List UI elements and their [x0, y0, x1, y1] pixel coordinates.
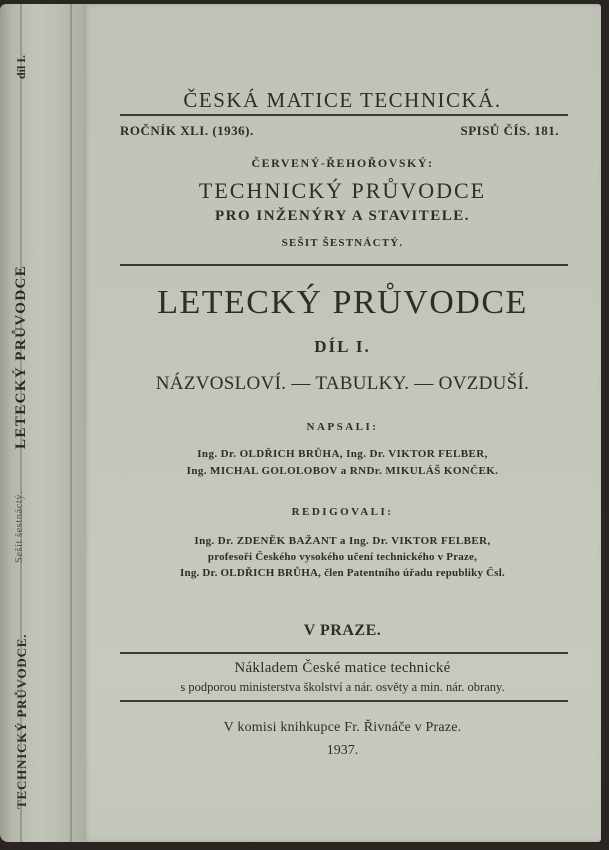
series-authors: ČERVENÝ-ŘEHOŘOVSKÝ: — [251, 156, 434, 170]
series-title: TECHNICKÝ PRŮVODCE — [198, 178, 487, 203]
middle-rule — [120, 264, 568, 266]
editors-line-2: profesoři Českého vysokého učení technického v Praze, — [207, 551, 478, 563]
distribution-note: V komisi knihkupce Fr. Řivnáče v Praze. — [223, 720, 462, 735]
publication-year: 1937. — [326, 743, 359, 758]
top-rule — [120, 114, 568, 116]
editors-line-3: Ing. Dr. OLDŘICH BRŮHA, člen Patentního úřadu republiky Čsl. — [180, 567, 505, 579]
imprint-rule-top — [120, 652, 568, 654]
volume-number: ROČNÍK XLI. (1936). — [120, 123, 254, 138]
book-spine — [0, 4, 94, 842]
spine-part: díl I. — [14, 54, 28, 79]
editors-line-1: Ing. Dr. ZDENĚK BAŽANT a Ing. Dr. VIKTOR FELBER, — [194, 535, 491, 547]
imprint-line-2: s podporou ministerstva školství a nár. osvěty a min. nár. obrany. — [180, 680, 505, 694]
publisher-name: ČESKÁ MATICE TECHNICKÁ. — [183, 88, 502, 112]
authors-line-2: Ing. MICHAL GOLOLOBOV a RNDr. MIKULÁŠ KONČEK. — [186, 465, 499, 477]
imprint-rule-bottom — [120, 700, 568, 702]
book-subtitle: NÁZVOSLOVÍ. — TABULKY. — OVZDUŠÍ. — [155, 373, 530, 394]
publication-place: V PRAZE. — [303, 622, 382, 639]
spine-issue: Sešit šestnáctý. — [14, 490, 25, 563]
series-subtitle: PRO INŽENÝRY A STAVITELE. — [214, 208, 471, 224]
imprint-line-1: Nákladem České matice technické — [234, 660, 451, 676]
book-part: DÍL I. — [314, 337, 371, 356]
written-by-label: NAPSALI: — [306, 421, 379, 433]
spine-title: TECHNICKÝ PRŮVODCE. — [14, 633, 29, 809]
book-title: LETECKÝ PRŮVODCE — [157, 284, 528, 321]
edited-by-label: REDIGOVALI: — [291, 506, 394, 518]
spine-crease-right — [70, 4, 72, 842]
series-issue: SEŠIT ŠESTNÁCTÝ. — [281, 237, 404, 249]
authors-line-1: Ing. Dr. OLDŘICH BRŮHA, Ing. Dr. VIKTOR FELBER, — [197, 448, 488, 460]
spine-main-title: LETECKÝ PRŮVODCE — [13, 264, 29, 449]
front-cover — [84, 4, 601, 842]
series-number: SPISŮ ČÍS. 181. — [460, 123, 559, 138]
